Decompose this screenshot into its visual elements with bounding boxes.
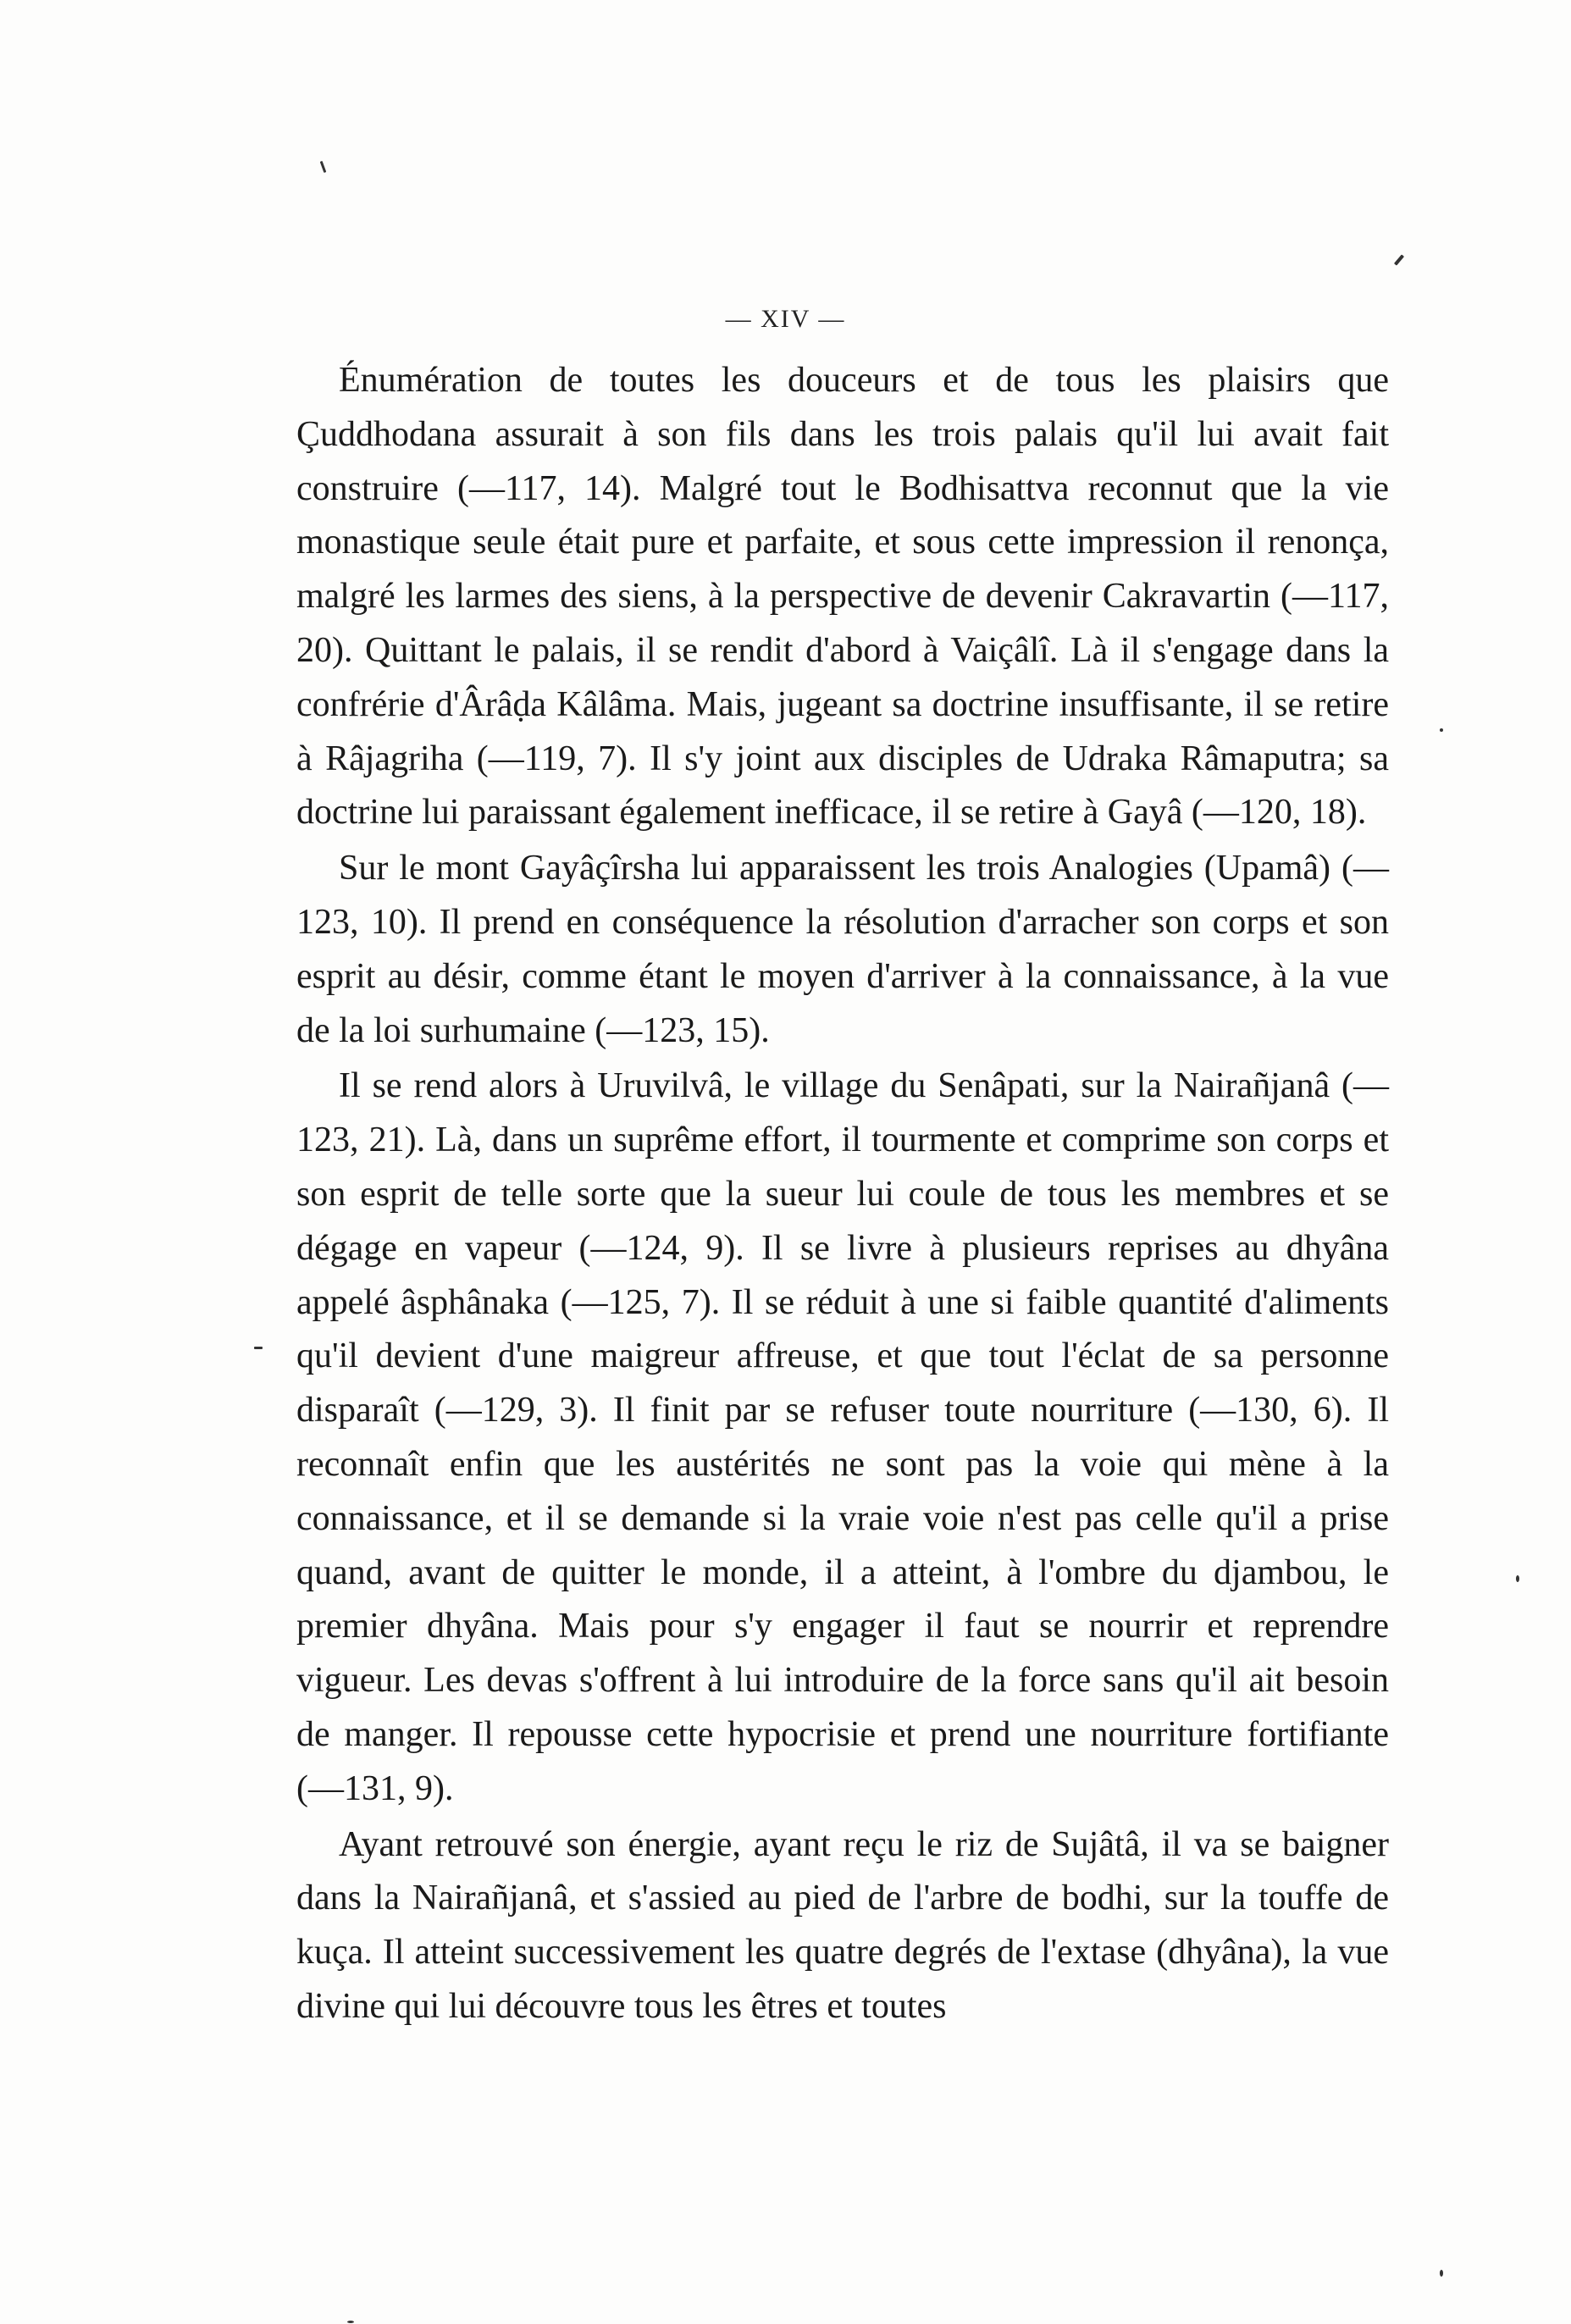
print-speck <box>1394 254 1404 265</box>
paragraph-2: Sur le mont Gayâçîrsha lui apparaissent les trois Analogies (Upamâ) (—123, 10). Il prend en conséquence la résolution d'arracher son corps et son esprit au désir, comme étant le moyen d'arriver à la connaissance, à la vue de la loi surhumaine (—123, 15). <box>296 849 1389 1050</box>
paragraph-1: Énumération de toutes les douceurs et de tous les plaisirs que Çuddhodana assurait à son fils dans les trois palais qu'il lui avait fait construire (—117, 14). Malgré tout le Bodhisattva reconnut que la vie monastique seule était pure et parfaite, et sous cette impression il renonça, malgré les larmes des siens, à la perspective de devenir Cakravartin (—117, 20). Quittant le palais, il se rendit d'abord à Vaiçâlî. Là il s'engage dans la confrérie d'Ârâḍa Kâlâma. Mais, jugeant sa doctrine insuffisante, il se retire à Râjagriha (—119, 7). Il s'y joint aux disciples de Udraka Râmaputra; sa doctrine lui paraissant également inefficace, il se retire à Gayâ (—120, 18). <box>296 361 1389 833</box>
paragraph-4: Ayant retrouvé son énergie, ayant reçu le riz de Sujâtâ, il va se baigner dans la Nairañjanâ, et s'assied au pied de l'arbre de bodhi, sur la touffe de kuça. Il atteint successivement les quatre degrés de l'extase (dhyâna), la vue divine qui lui découvre tous les êtres et toutes <box>296 1824 1389 2026</box>
print-speck <box>320 161 327 173</box>
body-text <box>296 354 1389 2034</box>
paragraph-3: Il se rend alors à Uruvilvâ, le village du Senâpati, sur la Nairañjanâ (—123, 21). Là, dans un suprême effort, il tourmente et comprime son corps et son esprit de telle sorte que la sueur lui coule de tous les membres et se dégage en vapeur (—124, 9). Il se livre à plusieurs reprises au dhyâna appelé âsphânaka (—125, 7). Il se réduit à une si faible quantité d'aliments qu'il devient d'une maigreur affreuse, et que tout l'éclat de sa personne disparaît (—129, 3). Il finit par se refuser toute nourriture (—130, 6). Il reconnaît enfin que les austérités ne sont pas la voie qui mène à la connaissance, et il se demande si la vraie voie n'est pas celle qu'il a prise quand, avant de quitter le monde, il a atteint, à l'ombre du djambou, le premier dhyâna. Mais pour s'y engager il faut se nourrir et reprendre vigueur. Les devas s'offrent à lui introduire de la force sans qu'il ait besoin de manger. Il repousse cette hypocrisie et prend une nourriture fortifiante (—131, 9). <box>296 1066 1389 1808</box>
print-speck <box>254 1347 263 1349</box>
print-speck <box>1440 728 1443 732</box>
print-speck <box>1516 1575 1519 1582</box>
print-speck <box>347 2321 354 2323</box>
print-speck <box>1440 2270 1443 2277</box>
page-number: — XIV — <box>725 305 846 333</box>
